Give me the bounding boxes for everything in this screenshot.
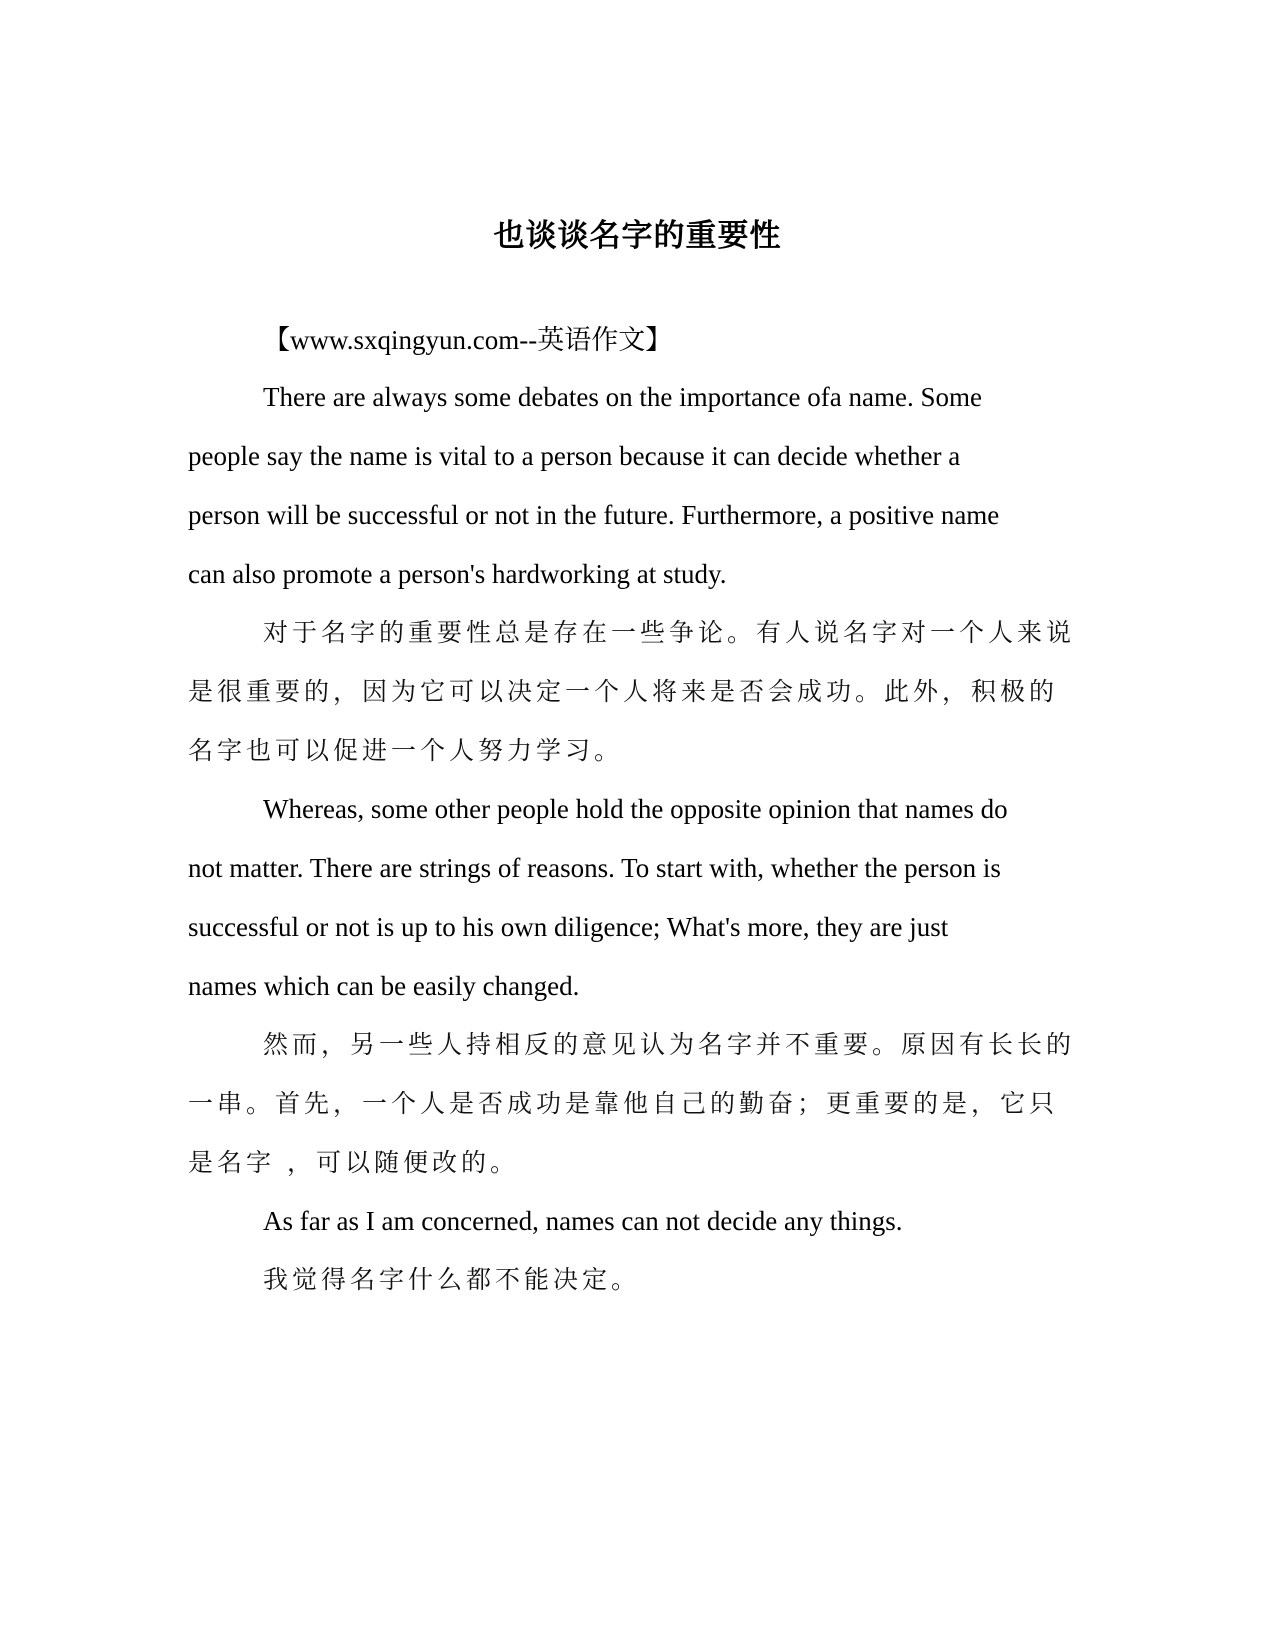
paragraph-line: can also promote a person's hardworking at study. [188, 559, 727, 589]
paragraph-line: 一串。首先，一个人是否成功是靠他自己的勤奋；更重要的是，它只 [188, 1089, 1059, 1118]
paragraph-line: As far as I am concerned, names can not decide any things. [263, 1206, 903, 1236]
paragraph-line: 是名字 ，可以随便改的。 [188, 1148, 519, 1177]
paragraph-line: 是很重要的，因为它可以决定一个人将来是否会成功。此外，积极的 [188, 677, 1059, 706]
paragraph-line: successful or not is up to his own diligence; What's more, they are just [188, 912, 949, 942]
paragraph-line: 然而，另一些人持相反的意见认为名字并不重要。原因有长长的 [263, 1030, 1076, 1059]
paragraph-line: 名字也可以促进一个人努力学习。 [188, 736, 624, 765]
paragraph-line: names which can be easily changed. [188, 971, 580, 1001]
paragraph-line: Whereas, some other people hold the opposite opinion that names do [263, 794, 1008, 824]
paragraph-line: people say the name is vital to a person because it can decide whether a [188, 441, 961, 471]
source-line: 【www.sxqingyun.com--英语作文】 [263, 325, 673, 355]
paragraph-line: not matter. There are strings of reasons. To start with, whether the person is [188, 853, 1001, 883]
paragraph-line: person will be successful or not in the future. Furthermore, a positive name [188, 500, 1000, 530]
paragraph-line: There are always some debates on the importance ofa name. Some [263, 382, 982, 412]
paragraph-line: 对于名字的重要性总是存在一些争论。有人说名字对一个人来说 [263, 618, 1076, 647]
paragraph-line: 我觉得名字什么都不能决定。 [263, 1265, 641, 1294]
document-title: 也谈谈名字的重要性 [493, 218, 782, 254]
